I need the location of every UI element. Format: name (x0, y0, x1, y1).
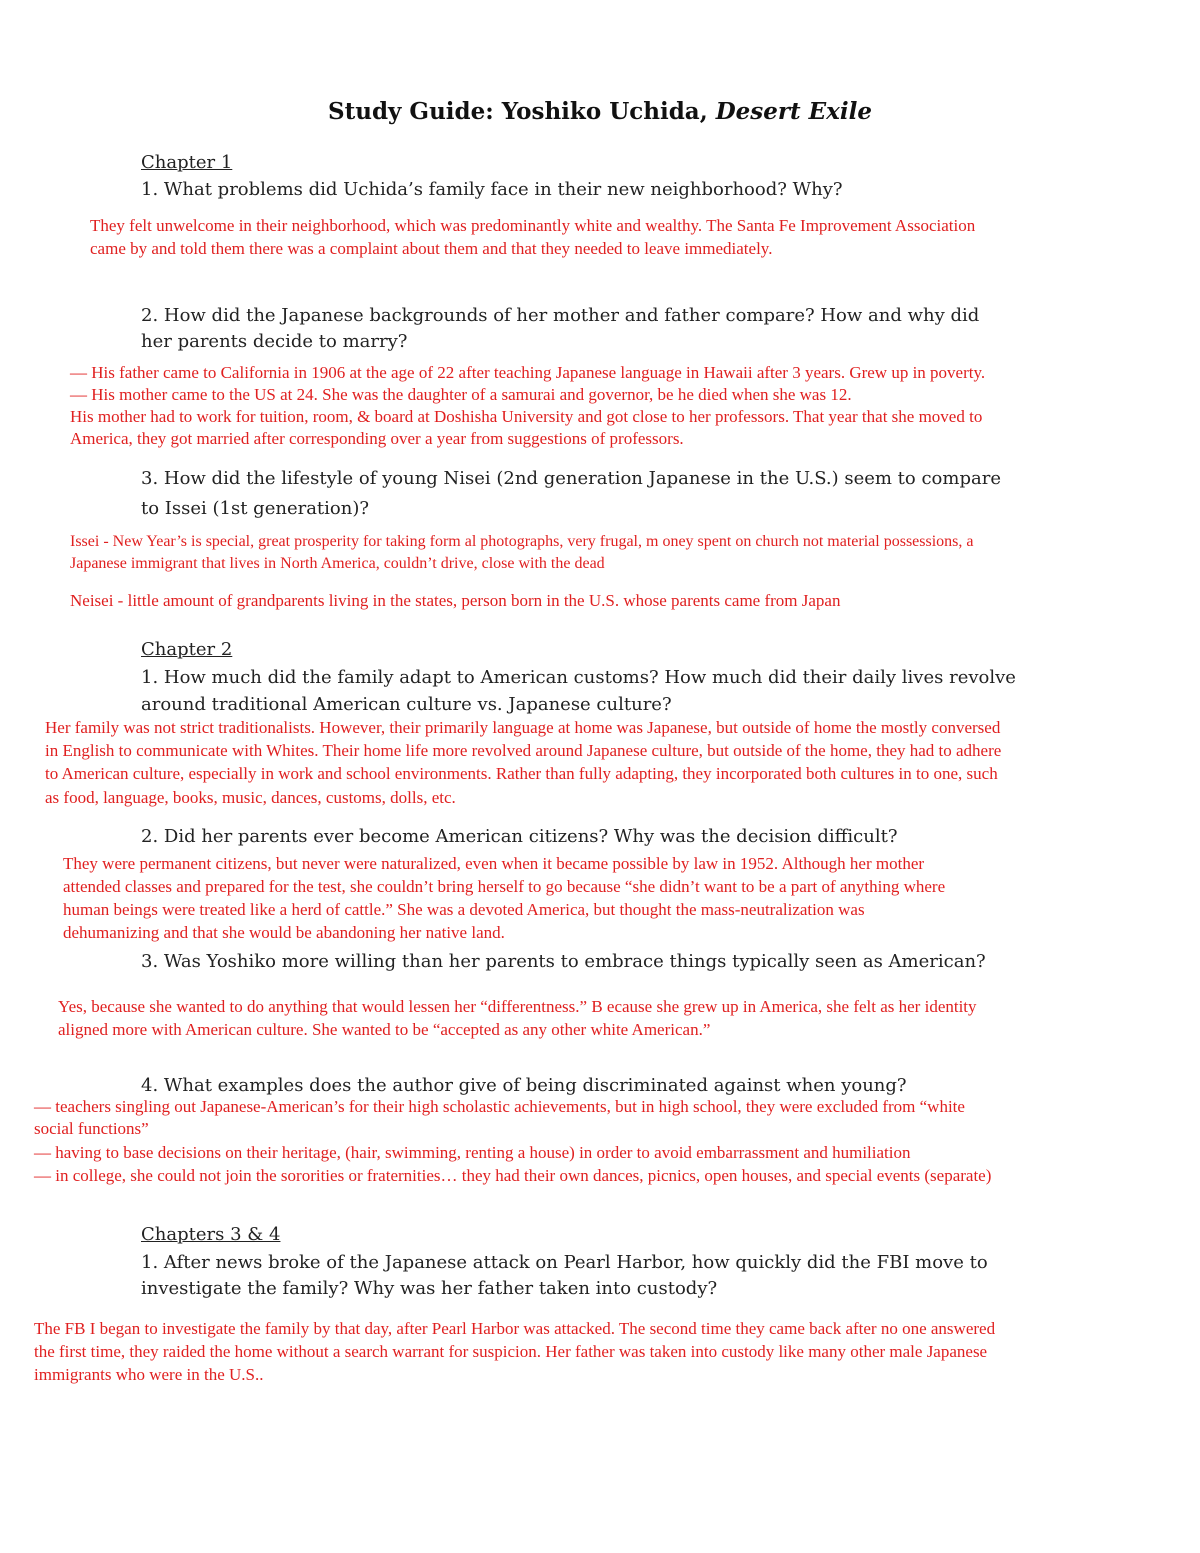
chapter-1-answer-2-line-2: — His mother came to the US at 24. She was the daughter of a samurai and governor, be he died when she was 12. (70, 385, 852, 404)
chapter-1-answer-2-line-3: His mother had to work for tuition, room, & board at Doshisha University and got close to her professors. That year that she moved to (70, 407, 983, 426)
chapter-3-4-heading: Chapters 3 & 4 (141, 1224, 281, 1245)
chapter-2-question-4: 4. What examples does the author give of being discriminated against when young? (141, 1075, 907, 1096)
chapter-2-answer-4-line-2: social functions” (34, 1119, 149, 1138)
chapter-1-answer-2-line-4: America, they got married after corresponding over a year from suggestions of professors. (70, 429, 684, 448)
chapter-1-question-3-line-1: 3. How did the lifestyle of young Nisei (2nd generation Japanese in the U.S.) seem to compare (141, 468, 1001, 489)
chapter-2-answer-3-line-2: aligned more with American culture. She wanted to be “accepted as any other white American.” (58, 1020, 711, 1039)
chapter-2-answer-4-line-1: — teachers singling out Japanese-American’s for their high scholastic achievements, but in high school, they were excluded from “white (34, 1097, 965, 1116)
chapter-1-question-1: 1. What problems did Uchida’s family face in their new neighborhood? Why? (141, 179, 843, 200)
chapter-2-answer-3-line-1: Yes, because she wanted to do anything that would lessen her “differentness.” B ecause she grew up in America, she felt as her identity (58, 997, 977, 1016)
chapter-2-question-1-line-1: 1. How much did the family adapt to American customs? How much did their daily lives revolve (141, 667, 1016, 688)
chapter-1-question-3-line-2: to Issei (1st generation)? (141, 498, 370, 519)
chapter-1-answer-3-line-2: Japanese immigrant that lives in North America, couldn’t drive, close with the dead (70, 555, 605, 572)
chapter-2-answer-1-line-4: as food, language, books, music, dances, customs, dolls, etc. (45, 788, 456, 807)
chapter-3-4-answer-1-line-1: The FB I began to investigate the family by that day, after Pearl Harbor was attacked. The second time they came back after no one answered (34, 1319, 996, 1338)
chapter-2-question-3: 3. Was Yoshiko more willing than her parents to embrace things typically seen as American? (141, 951, 986, 972)
chapter-3-4-question-1-line-2: investigate the family? Why was her father taken into custody? (141, 1278, 718, 1299)
chapter-2-heading: Chapter 2 (141, 639, 233, 660)
chapter-2-answer-4-line-3: — having to base decisions on their heritage, (hair, swimming, renting a house) in order to avoid embarrassment and humiliation (34, 1143, 911, 1162)
chapter-1-question-2-line-1: 2. How did the Japanese backgrounds of her mother and father compare? How and why did (141, 305, 980, 326)
chapter-2-question-1-line-2: around traditional American culture vs. Japanese culture? (141, 694, 672, 715)
chapter-2-answer-2-line-4: dehumanizing and that she would be abandoning her native land. (63, 923, 505, 942)
chapter-2-question-2: 2. Did her parents ever become American citizens? Why was the decision difficult? (141, 826, 898, 847)
chapter-2-answer-1-line-3: to American culture, especially in work and school environments. Rather than fully adapting, they incorporated both cultures in to one, such (45, 764, 998, 783)
chapter-2-answer-1-line-2: in English to communicate with Whites. Their home life more revolved around Japanese culture, but outside of the home, they had to adhere (45, 741, 1002, 760)
chapter-1-answer-1-line-2: came by and told them there was a complaint about them and that they needed to leave immediately. (90, 239, 773, 258)
chapter-1-answer-3-line-1: Issei - New Year’s is special, great prosperity for taking form al photographs, very frugal, m oney spent on church not material possessions, a (70, 533, 974, 550)
chapter-2-answer-2-line-1: They were permanent citizens, but never were naturalized, even when it became possible by law in 1952. Although her mother (63, 854, 925, 873)
title-main: Study Guide: Yoshiko Uchida, (328, 98, 716, 125)
chapter-1-question-2-line-2: her parents decide to marry? (141, 331, 408, 352)
chapter-3-4-question-1-line-1: 1. After news broke of the Japanese attack on Pearl Harbor, how quickly did the FBI move to (141, 1252, 988, 1273)
title-book: Desert Exile (715, 98, 872, 125)
chapter-2-answer-1-line-1: Her family was not strict traditionalists. However, their primarily language at home was Japanese, but outside of home the mostly conversed (45, 718, 1001, 737)
chapter-1-heading: Chapter 1 (141, 152, 233, 173)
chapter-2-answer-2-line-2: attended classes and prepared for the test, she couldn’t bring herself to go because “she didn’t want to be a part of anything where (63, 877, 946, 896)
chapter-1-answer-2-line-1: — His father came to California in 1906 at the age of 22 after teaching Japanese language in Hawaii after 3 years. Grew up in poverty. (70, 363, 986, 382)
chapter-2-answer-2-line-3: human beings were treated like a herd of cattle.” She was a devoted America, but thought the mass-neutralization was (63, 900, 865, 919)
chapter-3-4-answer-1-line-2: the first time, they raided the home without a search warrant for suspicion. Her father was taken into custody like many other male Japanese (34, 1342, 988, 1361)
chapter-3-4-answer-1-line-3: immigrants who were in the U.S.. (34, 1365, 264, 1384)
chapter-2-answer-4-line-4: — in college, she could not join the sororities or fraternities… they had their own dances, picnics, open houses, and special events (separate) (34, 1166, 992, 1185)
chapter-1-answer-1-line-1: They felt unwelcome in their neighborhood, which was predominantly white and wealthy. The Santa Fe Improvement Association (90, 216, 976, 235)
chapter-1-answer-3b: Neisei - little amount of grandparents living in the states, person born in the U.S. whose parents came from Japan (70, 591, 841, 610)
page-title (0, 98, 1200, 125)
